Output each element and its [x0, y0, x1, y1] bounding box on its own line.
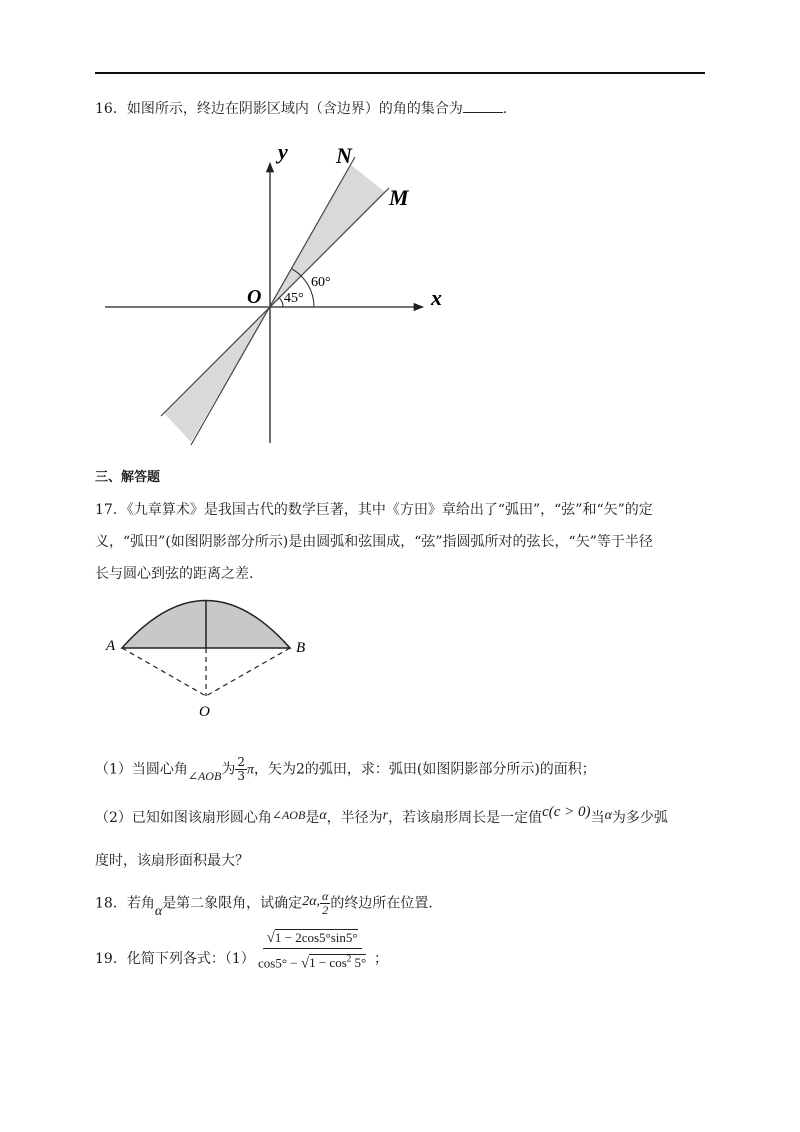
pi-symbol: π	[246, 762, 254, 778]
two-thirds-fraction	[235, 756, 247, 783]
q17-number: 17．	[95, 502, 127, 518]
header-rule	[95, 72, 705, 74]
q16-figure	[95, 135, 455, 455]
shaded-region-lower	[164, 307, 270, 442]
alpha-symbol: α	[319, 808, 327, 823]
origin-label: O	[247, 286, 262, 308]
q16-number: 16．	[95, 101, 127, 117]
q17-part2-line2: 度时，该扇形面积最大？	[95, 853, 249, 869]
alpha-half-fraction	[320, 890, 330, 917]
alpha-half-numerator: α	[322, 889, 329, 903]
answer-blank[interactable]	[463, 100, 503, 113]
radius-ob	[206, 648, 290, 696]
q18-alpha: α	[154, 903, 163, 919]
part1-angle: ∠AOB	[187, 768, 222, 783]
radius-oa	[122, 648, 206, 696]
part2-prefix: （2）已知如图该扇形圆心角	[95, 810, 272, 826]
question-19	[95, 949, 255, 969]
radius-symbol: r	[382, 808, 389, 823]
q17-line1	[95, 500, 653, 520]
point-m-label: M	[389, 185, 409, 210]
part2-tail: 为多少弧	[611, 810, 668, 826]
q18-number: 18．	[95, 895, 127, 912]
question-16	[95, 99, 507, 119]
q19-denominator: $\cos 5^\circ - √1 - \cos^2 5^\circ$	[258, 954, 367, 972]
angle-60-label: 60°	[311, 275, 331, 290]
q16-text: 如图所示，终边在阴影区域内（含边界）的角的集合为	[126, 101, 463, 117]
q19-prefix: 化简下列各式：（1）	[126, 951, 255, 967]
q18-suffix: 的终边所在位置.	[330, 895, 433, 912]
q17-part1	[95, 756, 596, 783]
point-a-label: A	[106, 638, 116, 654]
ray-om	[161, 188, 389, 416]
q17-figure	[100, 590, 320, 725]
question-18	[95, 890, 433, 917]
point-b-label: B	[296, 640, 306, 656]
part2-mid2: ，若该扇形周长是一定值	[388, 810, 543, 826]
q17-part2	[95, 804, 668, 829]
q19-den-exp: 2	[346, 954, 352, 964]
q19-numerator-block: √1 − 2cos5°sin5°	[263, 930, 362, 949]
point-n-label: N	[336, 143, 352, 168]
alpha-symbol-2: α	[604, 808, 612, 823]
q18-mid: 是第二象限角，试确定	[162, 895, 303, 912]
fraction-numerator: 2	[237, 755, 245, 769]
section-title: 三、解答题	[95, 470, 161, 485]
x-axis-label: x	[431, 285, 442, 310]
arc-45	[279, 298, 283, 307]
q18-prefix: 若角	[126, 895, 155, 912]
q19-number: 19．	[95, 951, 127, 967]
q19-suffix: ；	[374, 951, 388, 967]
part1-wei: 为	[221, 761, 236, 778]
alpha-half-denominator: 2	[322, 903, 329, 917]
q16-end: .	[502, 101, 508, 117]
y-axis-label: y	[278, 139, 288, 164]
part2-shi: 是	[305, 810, 320, 826]
q17-line2: 义，“弧田”(如图阴影部分所示)是由圆弧和弦围成，“弦”指圆弧所对的弦长，“矢”等于半径	[95, 534, 653, 550]
q19-den-end: 5°	[351, 955, 367, 971]
q19-den-rad: 1 − cos	[309, 955, 347, 971]
fraction-denominator: 3	[237, 769, 245, 783]
q17-line3: 长与圆心到弦的距离之差.	[95, 566, 254, 582]
point-o-label: O	[199, 704, 210, 720]
q17-line1-text: 《九章算术》是我国古代的数学巨著，其中《方田》章给出了“弧田”，“弦”和“矢”的定	[126, 502, 653, 518]
ray-on	[191, 157, 355, 445]
q19-expression	[258, 930, 366, 971]
part2-angle: ∠AOB	[271, 808, 306, 822]
part2-mid: ，半径为	[326, 810, 383, 826]
two-alpha: 2α,	[302, 893, 321, 909]
part1-suffix: ，矢为2的弧田，求：弧田(如图阴影部分所示)的面积；	[253, 761, 596, 778]
part2-dang: 当	[590, 810, 605, 826]
angle-45-label: 45°	[284, 291, 304, 306]
q19-numerator: 1 − 2cos5°sin5°	[274, 930, 358, 945]
constant-c: c(c > 0)	[542, 804, 591, 820]
q19-den-left: cos5° −	[258, 955, 301, 971]
part1-prefix: （1）当圆心角	[95, 761, 188, 778]
